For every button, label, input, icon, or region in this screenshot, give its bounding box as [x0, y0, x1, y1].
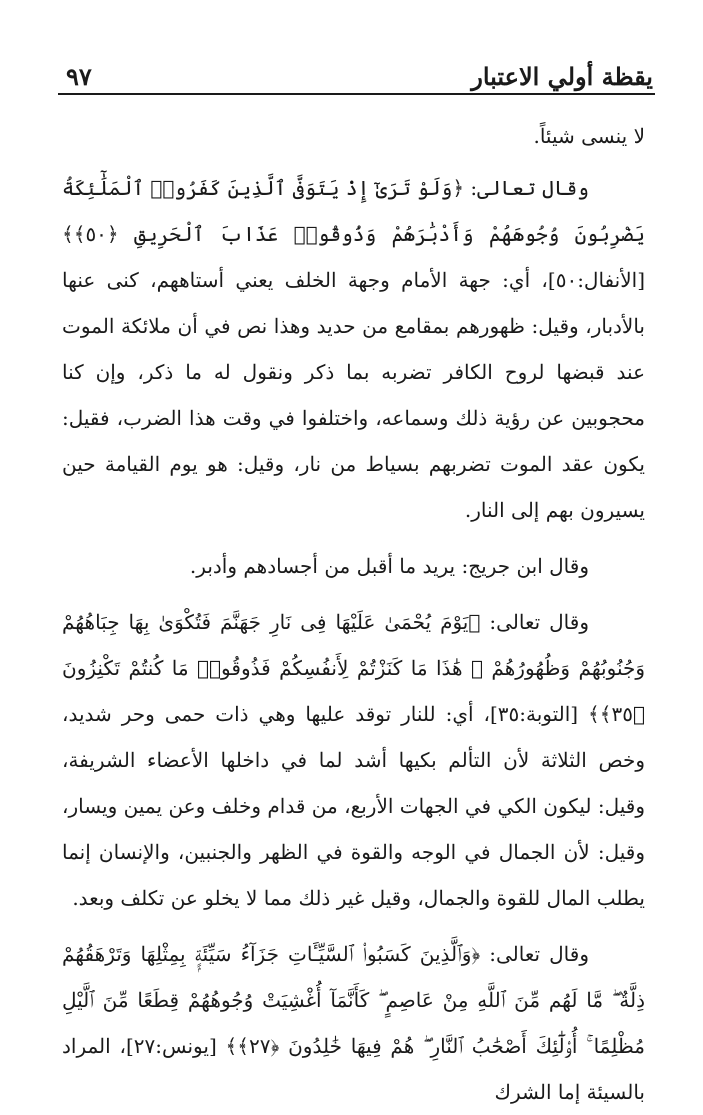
running-title: يقظة أولي الاعتبار [471, 62, 653, 91]
paragraph-1: لا ينسى شيئاً. [533, 124, 645, 148]
paragraph-4: وقال تعالى: ﴿يَوْمَ يُحْمَىٰ عَلَيْهَا فِى نَارِ جَهَنَّمَ فَتُكْوَىٰ بِهَا جِبَاهُهُمْ وَجُنُوبُهُمْ وَظُهُورُهُمْ ۖ هَٰذَا مَا كَنَزْتُمْ لِأَنفُسِكُمْ فَذُوقُوا۟ مَا كُنتُمْ تَكْنِزُونَ ﴿٣٥﴾﴾ [التوبة:٣٥]، أي: للنار توقد عليها وهي ذات حمى وحر شديد، وخص الثلاثة لأن التألم بكيها أشد لما في داخلها الأعضاء الشريفة، وقيل: ليكون الكي في الجهات الأربع، من قدام وخلف وعن يمين ويسار، وقيل: لأن الجمال في الوجه والقوة في الظهر والجنبين، والإنسان إنما يطلب المال للقوة والجمال، وقيل غير ذلك مما لا يخلو عن تكلف وبعد. [62, 610, 645, 910]
page-number: ٩٧ [66, 62, 92, 91]
page-header [60, 52, 653, 92]
paragraph-5: وقال تعالى: ﴿وَٱلَّذِينَ كَسَبُوا۟ ٱلسَّيِّـَٔاتِ جَزَآءُ سَيِّئَةٍۭ بِمِثْلِهَا وَتَرْهَقُهُمْ ذِلَّةٌ ۖ مَّا لَهُم مِّنَ ٱللَّهِ مِنْ عَاصِمٍ ۖ كَأَنَّمَآ أُغْشِيَتْ وُجُوهُهُمْ قِطَعًا مِّنَ ٱلَّيْلِ مُظْلِمًا ۚ أُو۟لَٰٓئِكَ أَصْحَٰبُ ٱلنَّارِ ۖ هُمْ فِيهَا خَٰلِدُونَ ﴿٢٧﴾﴾ [يونس:٢٧]، المراد بالسيئة إما الشرك [62, 942, 645, 1104]
header-rule [58, 93, 655, 95]
paragraph-3: وقال ابن جريج: يريد ما أقبل من أجسادهم وأدبر. [189, 554, 589, 578]
paragraph-2: وقال تعالى: ﴿وَلَوْ تَرَىٰٓ إِذْ يَتَوَفَّى ٱلَّذِينَ كَفَرُوا۟ ٱلْمَلَٰٓئِكَةُ يَضْرِبُونَ وُجُوهَهُمْ وَأَدْبَٰرَهُمْ وَذُوقُوا۟ عَذَابَ ٱلْحَرِيقِ ﴿٥٠﴾﴾ [الأنفال:٥٠]، أي: جهة الأمام وجهة الخلف يعني أستاههم، كنى عنها بالأدبار، وقيل: ظهورهم بمقامع من حديد وهذا نص في أن ملائكة الموت عند قبضها لروح الكافر تضربه بما ذكر ونقول له ما ذكر، وإن كنا محجوبين عن رؤية ذلك وسماعه، واختلفوا في وقت هذا الضرب، فقيل: يكون عقد الموت تضربهم بسياط من نار، وقيل: هو يوم القيامة حين يسيرون بهم إلى النار. [62, 176, 645, 522]
page-body [62, 113, 645, 1115]
